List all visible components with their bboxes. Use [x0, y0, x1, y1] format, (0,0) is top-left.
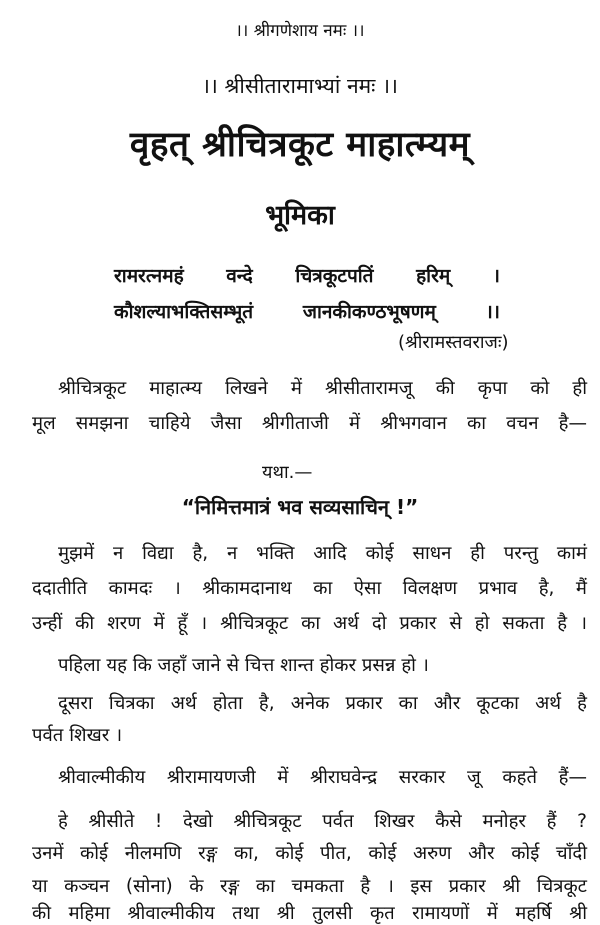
paragraph-5: श्रीवाल्मीकीय श्रीरामायणजी में श्रीराघवेन्द्र सरकार जू कहते हैं— [58, 767, 587, 788]
paragraph-2-line-1: मुझमें न विद्या है, न भक्ति आदि कोई साधन ही परन्तु कामं [58, 543, 587, 564]
invocation-sitaram: ।। श्रीसीतारामाभ्यां नमः ।। [201, 74, 399, 98]
paragraph-6-line-3: या कञ्चन (सोना) के रङ्ग का चमकता है । इस प्रकार श्री चित्रकूट [32, 876, 587, 897]
paragraph-4-line-1: दूसरा चित्रका अर्थ होता है, अनेक प्रकार का और कूटका अर्थ है [58, 693, 587, 714]
verse-line-2: कौशल्याभक्तिसम्भूतं जानकीकण्ठभूषणम् ।। [114, 301, 500, 323]
book-title: वृहत् श्रीचित्रकूट माहात्म्यम् [129, 125, 471, 165]
gita-quote: “निमित्तमात्रं भव सव्यसाचिन् !” [181, 495, 419, 519]
section-heading: भूमिका [265, 200, 335, 231]
verse-source: (श्रीरामस्तवराजः) [398, 332, 509, 353]
paragraph-4-line-2: पर्वत शिखर । [32, 725, 123, 746]
yatha-label: यथा.— [262, 462, 313, 483]
paragraph-1-line-1: श्रीचित्रकूट माहात्म्य लिखने में श्रीसीतारामजू की कृपा को ही [58, 378, 587, 399]
paragraph-6-line-4: की महिमा श्रीवाल्मीकीय तथा श्री तुलसी कृत रामायणों में महर्षि श्री [32, 903, 587, 924]
paragraph-1-line-2: मूल समझना चाहिये जैसा श्रीगीताजी में श्रीभगवान का वचन है— [32, 413, 587, 434]
invocation-ganesha: ।। श्रीगणेशाय नमः ।। [235, 21, 365, 41]
paragraph-2-line-2: ददातीति कामदः । श्रीकामदानाथ का ऐसा विलक्षण प्रभाव है, मैं [32, 578, 587, 599]
paragraph-3: पहिला यह कि जहाँ जाने से चित्त शान्त होकर प्रसन्न हो । [58, 655, 429, 676]
verse-line-1: रामरत्नमहं वन्दे चित्रकूटपतिं हरिम् । [114, 265, 500, 287]
paragraph-2-line-3: उन्हीं की शरण में हूँ । श्रीचित्रकूट का अर्थ दो प्रकार से हो सकता है । [32, 613, 587, 634]
paragraph-6-line-2: उनमें कोई नीलमणि रङ्ग का, कोई पीत, कोई अरुण और कोई चाँदी [32, 843, 587, 864]
paragraph-6-line-1: हे श्रीसीते ! देखो श्रीचित्रकूट पर्वत शिखर कैसे मनोहर हैं ? [58, 811, 587, 832]
